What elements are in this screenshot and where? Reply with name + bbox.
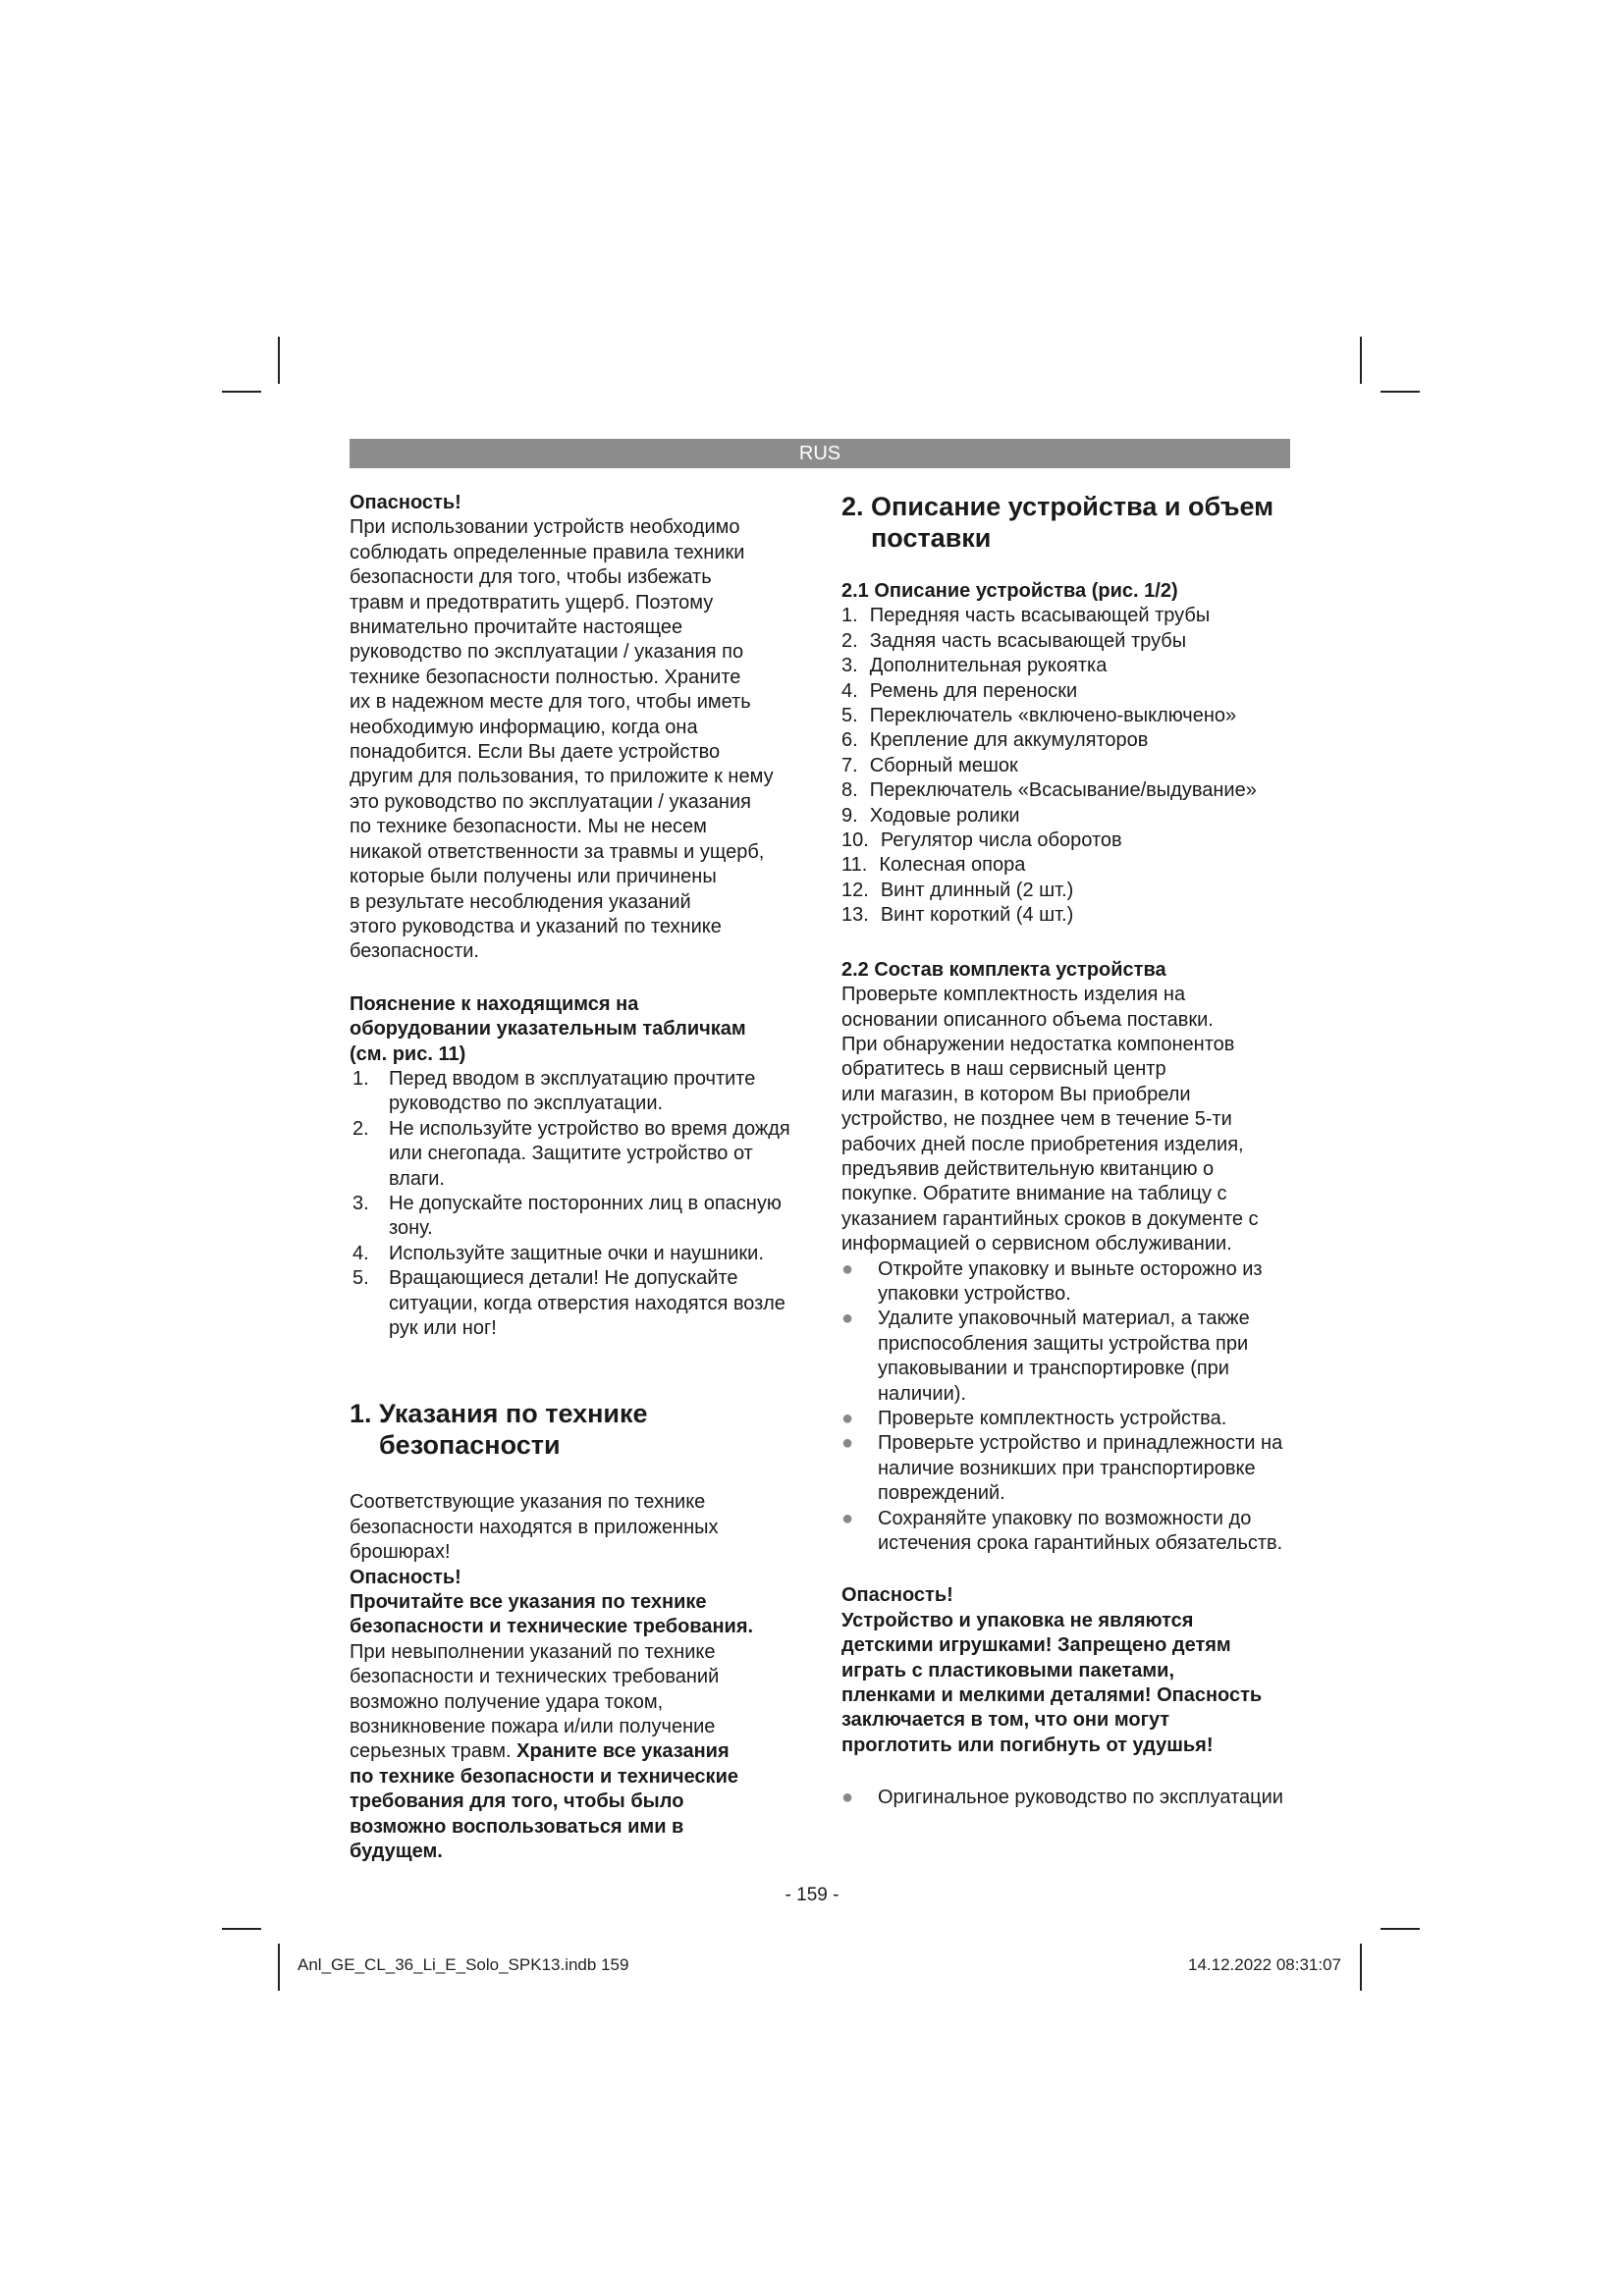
text-line: проглотить или погибнуть от удушья! xyxy=(841,1734,1214,1756)
list-item xyxy=(841,903,1301,928)
list-item xyxy=(841,704,1301,728)
item-text: Ремень для переноски xyxy=(869,679,1078,702)
text-line: необходимую информацию, когда она xyxy=(350,716,698,738)
bullet-icon: ● xyxy=(841,1432,854,1455)
item-number: 4. xyxy=(352,1242,369,1264)
list-item xyxy=(841,754,1301,778)
list-item xyxy=(841,879,1301,903)
subsection-2-1-title: 2.1 Описание устройства (рис. 1/2) xyxy=(841,580,1178,602)
heading-line: Пояснение к находящимся на xyxy=(350,992,639,1015)
item-number: 1. xyxy=(352,1067,369,1090)
list-item xyxy=(352,1192,805,1242)
text-line: основании описанного объема поставки. xyxy=(841,1008,1214,1031)
text-line: заключается в том, что они могут xyxy=(841,1709,1170,1732)
right-column xyxy=(841,491,1301,1811)
item-text: Сохраняйте упаковку по возможности до истечения срока гарантийных обязательств. xyxy=(878,1507,1283,1555)
text-line: детскими игрушками! Запрещено детям xyxy=(841,1634,1231,1657)
original-manual-list xyxy=(841,1786,1301,1810)
item-number: 2. xyxy=(352,1117,369,1140)
bullet-icon: ● xyxy=(841,1308,854,1330)
text-line: Прочитайте все указания по технике xyxy=(350,1591,707,1614)
section-number: 1. xyxy=(350,1399,372,1429)
item-text: Задняя часть всасывающей трубы xyxy=(869,629,1187,652)
text-line: Соответствующие указания по технике xyxy=(350,1491,706,1514)
crop-mark-bottom-right-vertical xyxy=(1360,1944,1362,1991)
text-line: возникновение пожара и/или получение xyxy=(350,1716,716,1738)
list-item xyxy=(352,1067,805,1117)
bullet-icon: ● xyxy=(841,1507,854,1529)
item-number: 2. xyxy=(841,629,858,652)
text-fragment: серьезных травм. xyxy=(350,1740,517,1763)
item-number: 8. xyxy=(841,779,858,802)
text-line xyxy=(350,1739,805,1764)
text-line: безопасности для того, чтобы избежать xyxy=(350,566,712,589)
item-number: 9. xyxy=(841,804,858,827)
text-line: предъявив действительную квитанцию о xyxy=(841,1157,1215,1180)
section-1-danger-title: Опасность! xyxy=(350,1566,461,1588)
item-number: 7. xyxy=(841,754,858,776)
text-line: никакой ответственности за травмы и ущерб, xyxy=(350,840,765,863)
item-text: Переключатель «включено-выключено» xyxy=(869,705,1237,727)
footer-datetime: 14.12.2022 08:31:07 xyxy=(1188,1955,1341,1974)
text-line: безопасности находятся в приложенных xyxy=(350,1516,719,1538)
text-fragment-bold: Храните все указания xyxy=(516,1740,730,1763)
list-item xyxy=(841,604,1301,628)
text-line: понадобится. Если Вы даете устройство xyxy=(350,741,721,764)
item-text: Винт длинный (2 шт.) xyxy=(880,879,1074,901)
text-line: покупке. Обратите внимание на таблицу с xyxy=(841,1183,1227,1205)
item-number: 5. xyxy=(352,1267,369,1290)
text-line: другим для пользования, то приложите к нему xyxy=(350,766,774,788)
item-text: Проверьте комплектность устройства. xyxy=(878,1408,1227,1429)
section-title-line: поставки xyxy=(871,523,992,553)
text-line: технике безопасности полностью. Храните xyxy=(350,666,741,688)
item-number: 11. xyxy=(841,854,868,877)
left-column xyxy=(350,491,805,1865)
text-line: безопасности. xyxy=(350,940,479,963)
section-1-intro xyxy=(350,1490,805,1565)
item-number: 10. xyxy=(841,829,869,852)
text-line: которые были получены или причинены xyxy=(350,866,717,888)
text-line: устройство, не позднее чем в течение 5-ти xyxy=(841,1108,1232,1131)
text-line: пленками и мелкими деталями! Опасность xyxy=(841,1684,1263,1707)
crop-mark-top-left-vertical xyxy=(278,337,280,384)
section-number: 2. xyxy=(841,492,864,521)
item-text: Ходовые ролики xyxy=(869,804,1020,827)
item-text: Регулятор числа оборотов xyxy=(880,829,1122,852)
unpacking-steps-list xyxy=(841,1257,1301,1557)
danger-title: Опасность! xyxy=(350,492,461,513)
danger-2-text xyxy=(841,1609,1301,1758)
subsection-2-2-title: 2.2 Состав комплекта устройства xyxy=(841,958,1166,981)
list-item xyxy=(841,1507,1301,1557)
crop-mark-top-right-horizontal xyxy=(1380,391,1420,393)
heading-line: (см. рис. 11) xyxy=(350,1042,466,1065)
text-line: внимательно прочитайте настоящее xyxy=(350,616,683,639)
list-item xyxy=(841,654,1301,678)
text-line: информацией о сервисном обслуживании. xyxy=(841,1233,1232,1255)
list-item xyxy=(352,1266,805,1341)
language-header-bar xyxy=(350,439,1290,468)
text-line: При использовании устройств необходимо xyxy=(350,516,740,539)
text-line: рабочих дней после приобретения изделия, xyxy=(841,1133,1244,1155)
list-item xyxy=(841,728,1301,753)
list-item xyxy=(841,1407,1301,1431)
item-number: 3. xyxy=(352,1192,369,1214)
item-text: Дополнительная рукоятка xyxy=(869,655,1108,677)
bullet-icon: ● xyxy=(841,1787,854,1809)
item-text: Удалите упаковочный материал, а также приспособления защиты устройства при упаковывании и транспортировке (при наличии). xyxy=(878,1308,1250,1405)
crop-mark-bottom-left-vertical xyxy=(278,1944,280,1991)
subsection-2-2-text xyxy=(841,983,1301,1256)
section-2-heading xyxy=(841,491,1301,554)
bullet-icon: ● xyxy=(841,1408,854,1429)
item-text: Переключатель «Всасывание/выдувание» xyxy=(869,779,1257,802)
item-number: 4. xyxy=(841,679,858,702)
text-line: требования для того, чтобы было xyxy=(350,1790,684,1813)
text-line: Проверьте комплектность изделия на xyxy=(841,984,1186,1006)
item-number: 13. xyxy=(841,904,869,927)
item-number: 12. xyxy=(841,879,869,901)
text-line: брошюрах! xyxy=(350,1541,451,1564)
text-line: безопасности и технические требования. xyxy=(350,1616,754,1638)
footer-file-info: Anl_GE_CL_36_Li_E_Solo_SPK13.indb 159 xyxy=(298,1955,629,1974)
section-title-line: Описание устройства и объем xyxy=(871,492,1274,521)
danger-text xyxy=(350,515,805,964)
text-line: безопасности и технических требований xyxy=(350,1666,720,1688)
section-1-heading xyxy=(350,1398,805,1461)
language-label: RUS xyxy=(798,443,841,464)
text-line: в результате несоблюдения указаний xyxy=(350,890,691,913)
item-text: Винт короткий (4 шт.) xyxy=(880,904,1074,927)
text-line: Устройство и упаковка не являются xyxy=(841,1609,1194,1631)
item-text: Вращающиеся детали! Не допускайте ситуации, когда отверстия находятся возле рук или ног! xyxy=(389,1267,785,1339)
crop-mark-bottom-left-horizontal xyxy=(222,1928,261,1930)
text-line: руководство по эксплуатации / указания по xyxy=(350,641,744,664)
list-item xyxy=(841,1307,1301,1407)
text-line: травм и предотвратить ущерб. Поэтому xyxy=(350,591,714,614)
section-1-keep-instructions xyxy=(350,1765,805,1865)
text-line: обратитесь в наш сервисный центр xyxy=(841,1058,1166,1081)
text-line: возможно получение удара током, xyxy=(350,1690,664,1713)
text-line: или магазин, в котором Вы приобрели xyxy=(841,1083,1191,1105)
text-line: этого руководства и указаний по технике xyxy=(350,915,722,937)
list-item xyxy=(841,679,1301,704)
section-1-consequences xyxy=(350,1640,805,1765)
text-line: При обнаружении недостатка компонентов xyxy=(841,1033,1235,1055)
item-text: Колесная опора xyxy=(879,854,1026,877)
text-line: При невыполнении указаний по технике xyxy=(350,1640,716,1663)
text-line: соблюдать определенные правила техники xyxy=(350,541,745,563)
signs-heading xyxy=(350,992,805,1067)
list-item xyxy=(841,778,1301,803)
text-line: играть с пластиковыми пакетами, xyxy=(841,1659,1175,1682)
item-text: Крепление для аккумуляторов xyxy=(869,729,1149,752)
list-item xyxy=(841,828,1301,853)
crop-mark-top-left-horizontal xyxy=(222,391,261,393)
bullet-icon: ● xyxy=(841,1257,854,1280)
section-title-line: Указания по технике xyxy=(379,1399,648,1429)
text-line: по технике безопасности. Мы не несем xyxy=(350,816,707,838)
text-line: это руководство по эксплуатации / указания xyxy=(350,790,751,813)
parts-list xyxy=(841,604,1301,928)
section-1-bold-instruction xyxy=(350,1590,805,1640)
section-title-line: безопасности xyxy=(379,1430,561,1461)
item-number: 1. xyxy=(841,605,858,627)
item-number: 3. xyxy=(841,655,858,677)
danger-2-title: Опасность! xyxy=(841,1584,953,1607)
list-item xyxy=(841,629,1301,654)
text-line: по технике безопасности и технические xyxy=(350,1765,738,1788)
item-number: 6. xyxy=(841,729,858,752)
item-text: Не допускайте посторонних лиц в опасную зону. xyxy=(389,1192,782,1240)
item-text: Передняя часть всасывающей трубы xyxy=(869,605,1211,627)
page-number: - 159 - xyxy=(785,1885,839,1905)
list-item xyxy=(841,804,1301,828)
item-text: Проверьте устройство и принадлежности на наличие возникших при транспортировке повреждений. xyxy=(878,1432,1283,1505)
crop-mark-bottom-right-horizontal xyxy=(1380,1928,1420,1930)
item-text: Сборный мешок xyxy=(869,754,1018,776)
text-line: указанием гарантийных сроков в документе с xyxy=(841,1207,1259,1230)
crop-mark-top-right-vertical xyxy=(1360,337,1362,384)
item-text: Не используйте устройство во время дождя или снегопада. Защитите устройство от влаги. xyxy=(389,1117,790,1190)
text-line: будущем. xyxy=(350,1841,443,1863)
list-item xyxy=(352,1242,805,1266)
item-text: Перед вводом в эксплуатацию прочтите руководство по эксплуатации. xyxy=(389,1067,756,1115)
item-text: Используйте защитные очки и наушники. xyxy=(389,1242,764,1264)
signs-list xyxy=(350,1067,805,1341)
item-number: 5. xyxy=(841,705,858,727)
list-item xyxy=(841,1257,1301,1308)
list-item xyxy=(841,1431,1301,1506)
heading-line: оборудовании указательным табличкам xyxy=(350,1018,746,1041)
text-line: возможно воспользоваться ими в xyxy=(350,1815,684,1838)
list-item xyxy=(841,853,1301,878)
text-line: их в надежном месте для того, чтобы иметь xyxy=(350,691,751,714)
list-item xyxy=(841,1786,1301,1810)
item-text: Оригинальное руководство по эксплуатации xyxy=(878,1787,1283,1809)
item-text: Откройте упаковку и выньте осторожно из упаковки устройство. xyxy=(878,1257,1263,1305)
list-item xyxy=(352,1117,805,1192)
